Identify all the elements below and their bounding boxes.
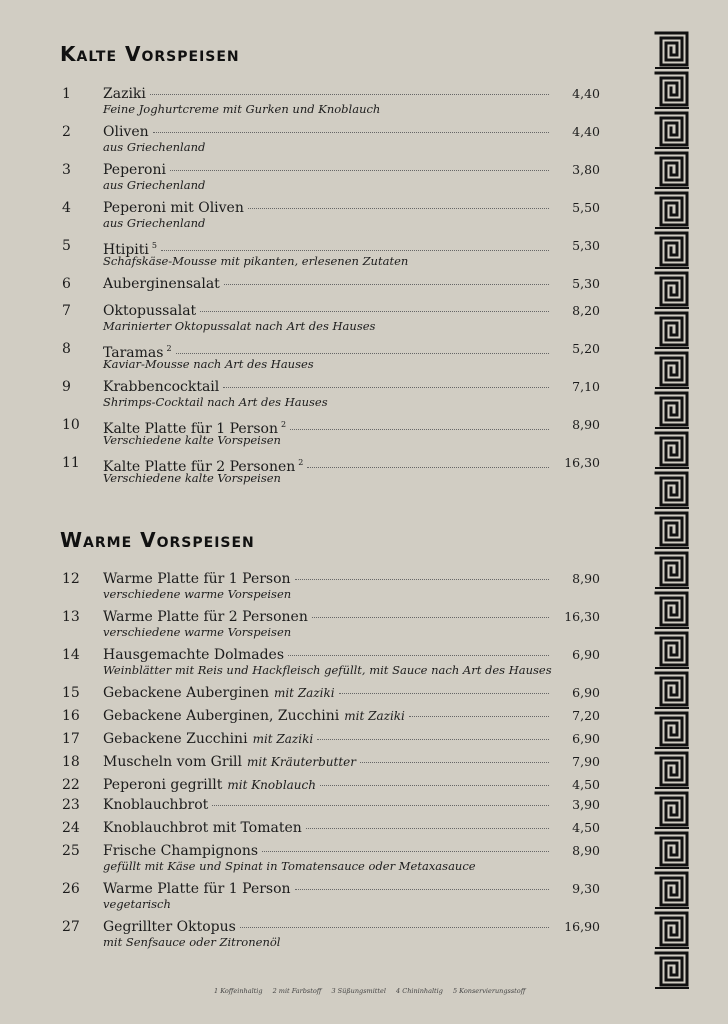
dot-leader	[150, 93, 549, 95]
greek-key-icon	[655, 353, 689, 388]
greek-key-icon	[655, 753, 689, 788]
item-number: 5	[62, 238, 71, 254]
item-name-line	[103, 730, 549, 748]
item-name	[103, 880, 291, 898]
dot-leader	[339, 692, 549, 694]
item-name-text: Oliven	[103, 124, 149, 140]
greek-key-icon	[655, 473, 689, 508]
item-number: 6	[62, 276, 71, 292]
item-price: 4,40	[572, 124, 600, 139]
item-price: 4,50	[572, 777, 600, 792]
item-name	[103, 842, 258, 860]
item-name-text: Auberginensalat	[103, 276, 220, 292]
item-name-line	[103, 275, 549, 293]
item-description: Verschiedene kalte Vorspeisen	[103, 471, 281, 485]
item-name	[103, 796, 208, 814]
item-description: Kaviar-Mousse nach Art des Hauses	[103, 357, 314, 371]
dot-leader	[212, 804, 549, 806]
item-number: 1	[62, 86, 71, 102]
dot-leader	[176, 352, 549, 354]
greek-key-icon	[655, 513, 689, 548]
item-inline-description: mit Kräuterbutter	[247, 755, 356, 769]
item-name-text: Htipiti	[103, 242, 149, 258]
item-name	[103, 123, 149, 141]
item-name-line	[103, 776, 549, 794]
item-number: 3	[62, 162, 71, 178]
footnote: 5 Konservierungsstoff	[452, 987, 526, 995]
greek-key-icon	[655, 913, 689, 948]
footnote-marker: 2	[298, 458, 304, 467]
dot-leader	[240, 926, 549, 928]
item-description: aus Griechenland	[103, 178, 206, 192]
item-name	[103, 753, 242, 771]
greek-key-icon	[655, 113, 689, 148]
greek-key-icon	[655, 313, 689, 348]
dot-leader	[223, 386, 549, 388]
item-number: 27	[62, 919, 80, 935]
dot-leader	[295, 578, 549, 580]
item-number: 14	[62, 647, 80, 663]
greek-key-icon	[655, 273, 689, 308]
dot-leader	[170, 169, 549, 171]
item-number: 26	[62, 881, 80, 897]
item-number: 13	[62, 609, 80, 625]
item-description: gefüllt mit Käse und Spinat in Tomatensauce oder Metaxasauce	[103, 859, 476, 873]
item-inline-description: mit Knoblauch	[227, 778, 316, 792]
item-number: 24	[62, 820, 80, 836]
item-price: 5,30	[572, 276, 600, 291]
item-name	[103, 730, 248, 748]
item-description: Feine Joghurtcreme mit Gurken und Knoblauch	[103, 102, 381, 116]
item-description: Weinblätter mit Reis und Hackfleisch gefüllt, mit Sauce nach Art des Hauses	[103, 663, 552, 677]
greek-key-border	[653, 30, 691, 996]
item-price: 6,90	[572, 731, 600, 746]
item-price: 3,80	[572, 162, 600, 177]
greek-key-icon	[655, 793, 689, 828]
item-description: mit Senfsauce oder Zitronenöl	[103, 935, 281, 949]
allergen-footnotes	[214, 987, 533, 995]
item-name	[103, 85, 146, 103]
item-price: 5,30	[572, 238, 600, 253]
item-name-line	[103, 608, 549, 626]
dot-leader	[248, 207, 549, 209]
dot-leader	[200, 310, 549, 312]
item-name-line	[103, 796, 549, 814]
dot-leader	[153, 131, 549, 133]
item-price: 5,50	[572, 200, 600, 215]
item-name-text: Zaziki	[103, 86, 146, 102]
dot-leader	[320, 784, 549, 786]
item-description: aus Griechenland	[103, 140, 206, 154]
dot-leader	[312, 616, 549, 618]
item-name	[103, 707, 339, 725]
item-name-line	[103, 123, 549, 141]
dot-leader	[161, 249, 549, 251]
dot-leader	[409, 715, 549, 717]
dot-leader	[288, 654, 549, 656]
item-inline-description: mit Zaziki	[252, 732, 314, 746]
item-name-text: Knoblauchbrot	[103, 797, 209, 813]
item-number: 11	[62, 455, 80, 471]
item-name-text: Gebackene Auberginen, Zucchini	[103, 708, 340, 724]
item-name	[103, 918, 236, 936]
item-name-text: Warme Platte für 1 Person	[103, 881, 291, 897]
item-name-line	[103, 707, 549, 725]
item-price: 6,90	[572, 647, 600, 662]
item-price: 7,20	[572, 708, 600, 723]
greek-key-icon	[655, 593, 689, 628]
item-price: 16,30	[564, 609, 600, 624]
item-description: vegetarisch	[103, 897, 171, 911]
dot-leader	[224, 283, 549, 285]
item-name-text: Peperoni gegrillt	[103, 777, 223, 793]
greek-key-icon	[655, 953, 689, 988]
item-number: 16	[62, 708, 80, 724]
item-name-text: Gebackene Zucchini	[103, 731, 248, 747]
item-name-line	[103, 684, 549, 702]
item-name-line	[103, 378, 549, 396]
item-name-line	[103, 842, 549, 860]
greek-key-icon	[655, 633, 689, 668]
greek-key-icon	[655, 713, 689, 748]
greek-key-icon	[655, 393, 689, 428]
item-number: 2	[62, 124, 71, 140]
item-number: 9	[62, 379, 71, 395]
dot-leader	[295, 888, 549, 890]
item-number: 8	[62, 341, 71, 357]
item-description: verschiedene warme Vorspeisen	[103, 587, 292, 601]
item-name	[103, 608, 308, 626]
item-name	[103, 646, 284, 664]
greek-key-icon	[655, 873, 689, 908]
dot-leader	[307, 466, 549, 468]
item-name-text: Warme Platte für 2 Personen	[103, 609, 308, 625]
item-price: 16,90	[564, 919, 600, 934]
item-number: 15	[62, 685, 80, 701]
item-name	[103, 161, 166, 179]
item-number: 25	[62, 843, 80, 859]
item-number: 22	[62, 777, 80, 793]
item-name-text: Kalte Platte für 2 Personen	[103, 459, 296, 475]
item-name-line	[103, 646, 549, 664]
item-price: 7,90	[572, 754, 600, 769]
item-description: aus Griechenland	[103, 216, 206, 230]
item-inline-description: mit Zaziki	[344, 709, 405, 723]
item-price: 4,40	[572, 86, 600, 101]
item-name-line	[103, 85, 549, 103]
item-description: verschiedene warme Vorspeisen	[103, 625, 292, 639]
item-name	[103, 199, 244, 217]
greek-key-icon	[655, 193, 689, 228]
item-name-text: Gebackene Auberginen	[103, 685, 269, 701]
item-price: 16,30	[564, 455, 600, 470]
item-name-text: Warme Platte für 1 Person	[103, 571, 291, 587]
item-price: 8,20	[572, 303, 600, 318]
footnote: 1 Koffeinhaltig	[214, 987, 263, 995]
item-name-text: Taramas	[103, 345, 164, 361]
item-number: 18	[62, 754, 80, 770]
item-number: 10	[62, 417, 80, 433]
item-description: Schafskäse-Mousse mit pikanten, erlesenen Zutaten	[103, 254, 409, 268]
dot-leader	[262, 850, 549, 852]
item-description: Shrimps-Cocktail nach Art des Hauses	[103, 395, 328, 409]
section-title-kalte: Kalte Vorspeisen	[60, 42, 240, 66]
item-description: Verschiedene kalte Vorspeisen	[103, 433, 281, 447]
item-price: 8,90	[572, 843, 600, 858]
greek-key-icon	[655, 833, 689, 868]
item-name-line	[103, 570, 549, 588]
greek-key-icon	[655, 33, 689, 68]
footnote-marker: 5	[151, 241, 157, 250]
footnote: 4 Chininhaltig	[396, 987, 443, 995]
item-name	[103, 776, 222, 794]
item-name-text: Frische Champignons	[103, 843, 259, 859]
item-name-line	[103, 302, 549, 320]
item-price: 9,30	[572, 881, 600, 896]
greek-key-icon	[655, 73, 689, 108]
footnote-marker: 2	[166, 344, 172, 353]
footnote: 3 Süßungsmittel	[331, 987, 386, 995]
item-name-text: Gegrillter Oktopus	[103, 919, 236, 935]
item-price: 3,90	[572, 797, 600, 812]
dot-leader	[306, 827, 549, 829]
item-number: 12	[62, 571, 80, 587]
greek-key-icon	[655, 233, 689, 268]
item-price: 4,50	[572, 820, 600, 835]
item-price: 8,90	[572, 417, 600, 432]
greek-key-icon	[655, 553, 689, 588]
footnote: 2 mit Farbstoff	[272, 987, 322, 995]
item-number: 4	[62, 200, 71, 216]
item-inline-description: mit Zaziki	[273, 686, 335, 700]
item-name	[103, 378, 219, 396]
item-price: 7,10	[572, 379, 600, 394]
item-price: 5,20	[572, 341, 600, 356]
item-name-text: Hausgemachte Dolmades	[103, 647, 285, 663]
item-name-text: Peperoni mit Oliven	[103, 200, 244, 216]
item-description: Marinierter Oktopussalat nach Art des Hauses	[103, 319, 376, 333]
footnote-marker: 2	[280, 420, 287, 429]
item-number: 7	[62, 303, 71, 319]
item-name-text: Peperoni	[103, 162, 166, 178]
item-name-line	[103, 918, 549, 936]
item-name-text: Knoblauchbrot mit Tomaten	[103, 820, 302, 836]
item-name-text: Muscheln vom Grill	[103, 754, 242, 770]
section-title-warme: Warme Vorspeisen	[60, 528, 255, 552]
item-name	[103, 302, 196, 320]
item-name-line	[103, 161, 549, 179]
item-name-text: Oktopussalat	[103, 303, 197, 319]
item-number: 17	[62, 731, 80, 747]
dot-leader	[317, 738, 549, 740]
item-name	[103, 570, 291, 588]
item-name	[103, 819, 302, 837]
greek-key-icon	[655, 153, 689, 188]
dot-leader	[360, 761, 549, 763]
item-name	[103, 275, 220, 293]
item-name-line	[103, 753, 549, 771]
greek-key-icon	[655, 673, 689, 708]
greek-key-icon	[655, 433, 689, 468]
item-name-line	[103, 819, 549, 837]
item-name-text: Kalte Platte für 1 Person	[103, 421, 278, 437]
item-name-line	[103, 880, 549, 898]
item-name	[103, 684, 269, 702]
item-name-text: Krabbencocktail	[103, 379, 220, 395]
dot-leader	[290, 428, 549, 430]
item-price: 8,90	[572, 571, 600, 586]
item-name-line	[103, 199, 549, 217]
item-number: 23	[62, 797, 80, 813]
item-price: 6,90	[572, 685, 600, 700]
